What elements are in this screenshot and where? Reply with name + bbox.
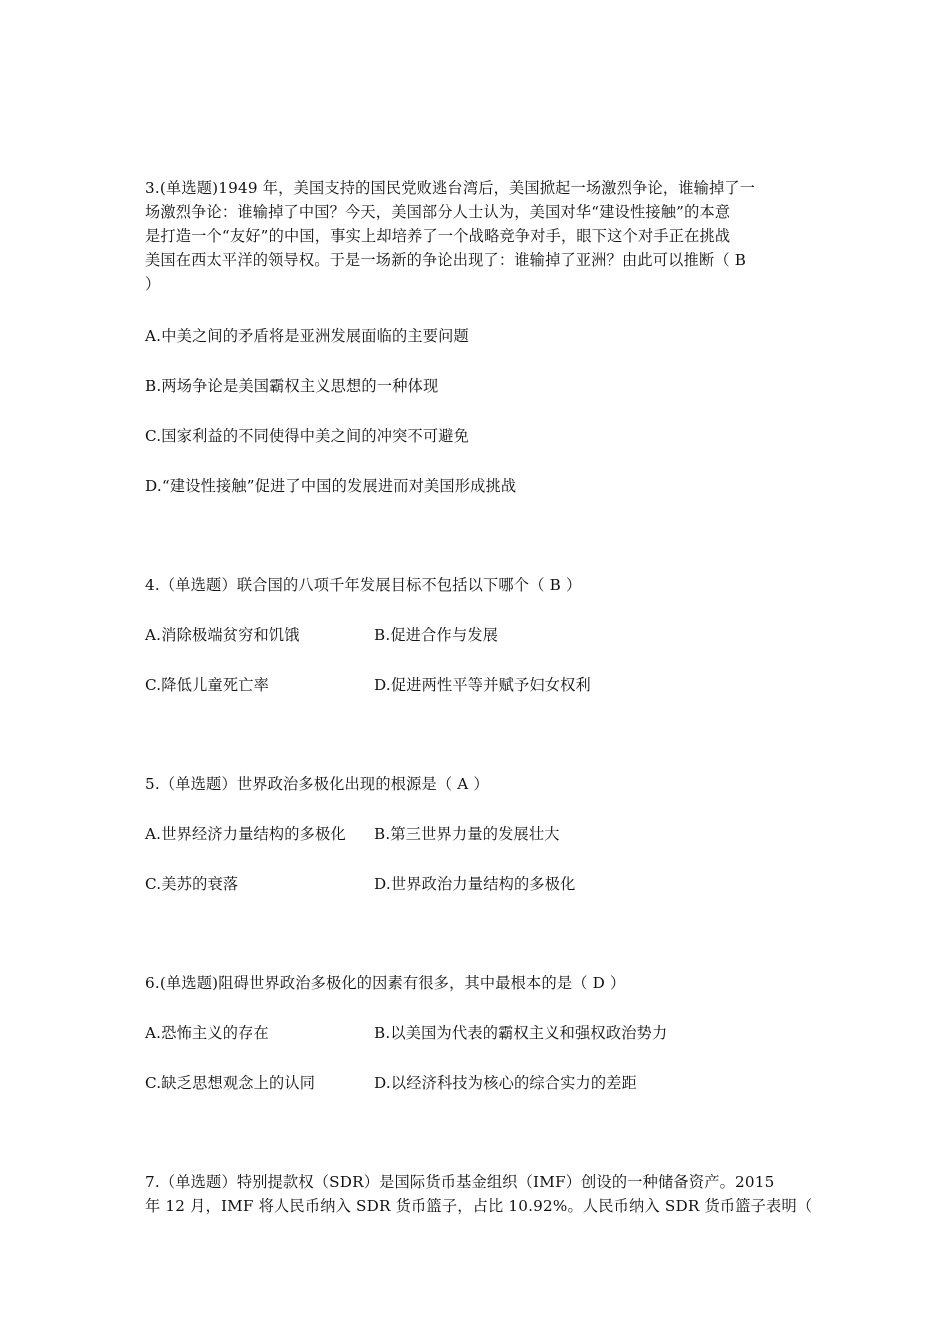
q6-option-c: C.缺乏思想观念上的认同 <box>145 1074 316 1092</box>
q3-stem-line-2: 场激烈争论：谁输掉了中国？今天，美国部分人士认为，美国对华“建设性接触”的本意 <box>145 203 731 221</box>
q6-option-d: D.以经济科技为核心的综合实力的差距 <box>374 1074 638 1092</box>
q5-option-a: A.世界经济力量结构的多极化 <box>145 825 346 843</box>
q7-stem-line-1: 7.（单选题）特别提款权（SDR）是国际货币基金组织（IMF）创设的一种储备资产。2015 <box>145 1173 775 1191</box>
q3-option-d: D.“建设性接触”促进了中国的发展进而对美国形成挑战 <box>145 477 517 495</box>
q7-stem-line-2: 年 12 月，IMF 将人民币纳入 SDR 货币篮子，占比 10.92%。人民币纳入 SDR 货币篮子表明（ <box>145 1197 813 1215</box>
q4-option-a: A.消除极端贫穷和饥饿 <box>145 626 300 644</box>
q5-option-b: B.第三世界力量的发展壮大 <box>374 825 560 843</box>
q3-stem-line-1: 3.(单选题)1949 年，美国支持的国民党败逃台湾后，美国掀起一场激烈争论，谁输掉了一 <box>145 179 756 197</box>
q4-option-d: D.促进两性平等并赋予妇女权利 <box>374 676 591 694</box>
q3-stem-line-5: ） <box>145 275 161 293</box>
q6-stem: 6.(单选题)阻碍世界政治多极化的因素有很多，其中最根本的是（ D ） <box>145 974 626 992</box>
q4-option-b: B.促进合作与发展 <box>374 626 499 644</box>
q3-option-b: B.两场争论是美国霸权主义思想的一种体现 <box>145 377 439 395</box>
q4-option-c: C.降低儿童死亡率 <box>145 676 270 694</box>
q3-stem-line-4: 美国在西太平洋的领导权。于是一场新的争论出现了：谁输掉了亚洲？由此可以推断（ B <box>145 251 747 269</box>
q3-stem-line-3: 是打造一个“友好”的中国，事实上却培养了一个战略竞争对手，眼下这个对手正在挑战 <box>145 227 731 245</box>
q5-option-d: D.世界政治力量结构的多极化 <box>374 875 576 893</box>
q5-stem: 5.（单选题）世界政治多极化出现的根源是（ A ） <box>145 775 489 793</box>
q5-option-c: C.美苏的衰落 <box>145 875 239 893</box>
q3-option-c: C.国家利益的不同使得中美之间的冲突不可避免 <box>145 427 470 445</box>
q4-stem: 4.（单选题）联合国的八项千年发展目标不包括以下哪个（ B ） <box>145 576 582 594</box>
q3-option-a: A.中美之间的矛盾将是亚洲发展面临的主要问题 <box>145 327 469 345</box>
q6-option-b: B.以美国为代表的霸权主义和强权政治势力 <box>374 1024 668 1042</box>
q6-option-a: A.恐怖主义的存在 <box>145 1024 269 1042</box>
